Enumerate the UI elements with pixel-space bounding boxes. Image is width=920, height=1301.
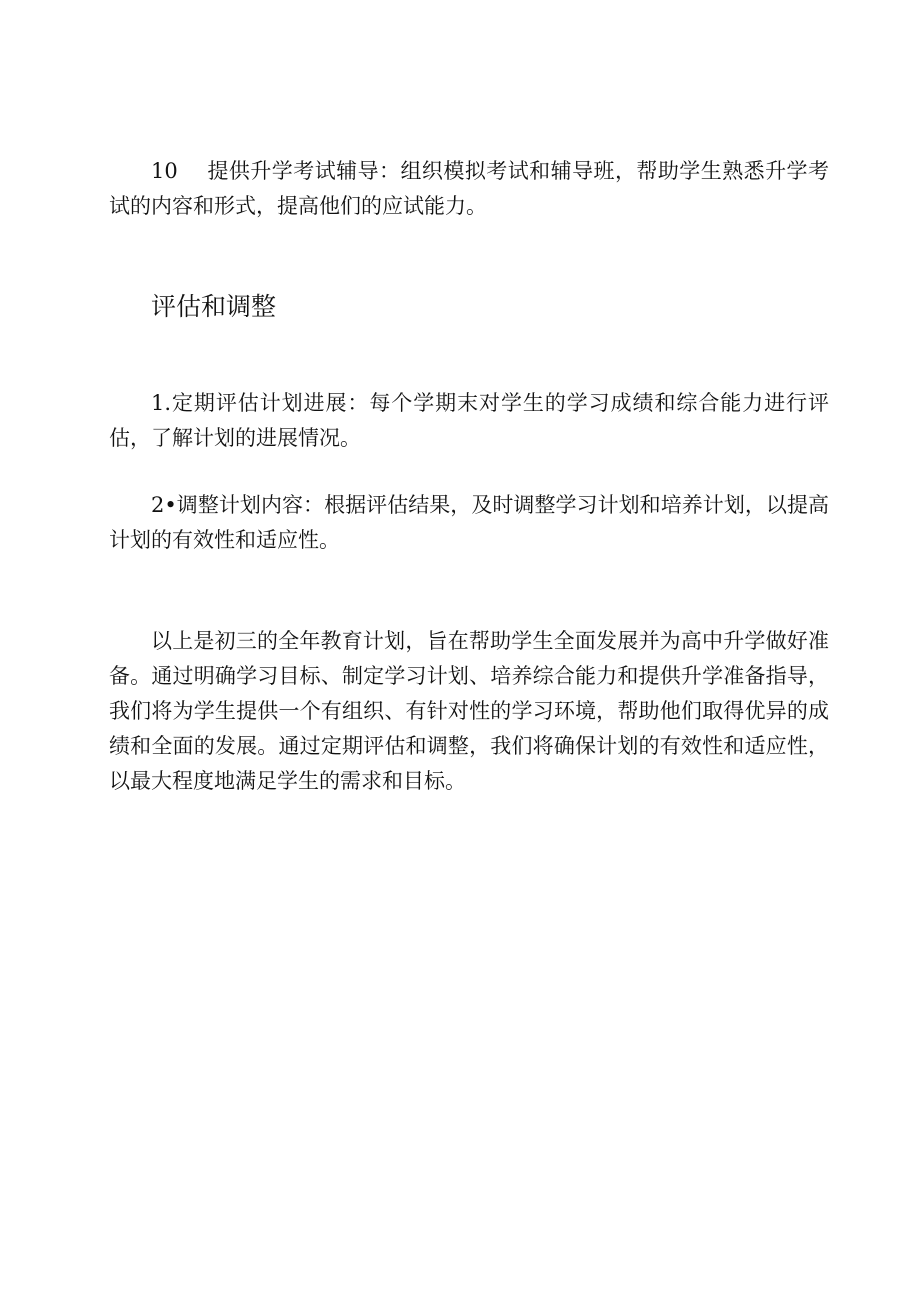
list-item-10 <box>109 154 829 224</box>
summary-paragraph: 以上是初三的全年教育计划，旨在帮助学生全面发展并为高中升学做好准备。通过明确学习目标、制定学习计划、培养综合能力和提供升学准备指导，我们将为学生提供一个有组织、有针对性的学习环境，帮助他们取得优异的成绩和全面的发展。通过定期评估和调整，我们将确保计划的有效性和适应性，以最大程度地满足学生的需求和目标。 <box>109 629 829 793</box>
list-item-10-number: 10 <box>151 159 178 183</box>
list-item-10-text: 提供升学考试辅导：组织模拟考试和辅导班，帮助学生熟悉升学考试的内容和形式，提高他们的应试能力。 <box>109 159 829 218</box>
list-item-1: 1.定期评估计划进展：每个学期末对学生的学习成绩和综合能力进行评估，了解计划的进展情况。 <box>109 391 829 450</box>
list-item-2: 2•调整计划内容：根据评估结果，及时调整学习计划和培养计划，以提高计划的有效性和适应性。 <box>109 493 829 552</box>
section-heading: 评估和调整 <box>151 292 277 321</box>
